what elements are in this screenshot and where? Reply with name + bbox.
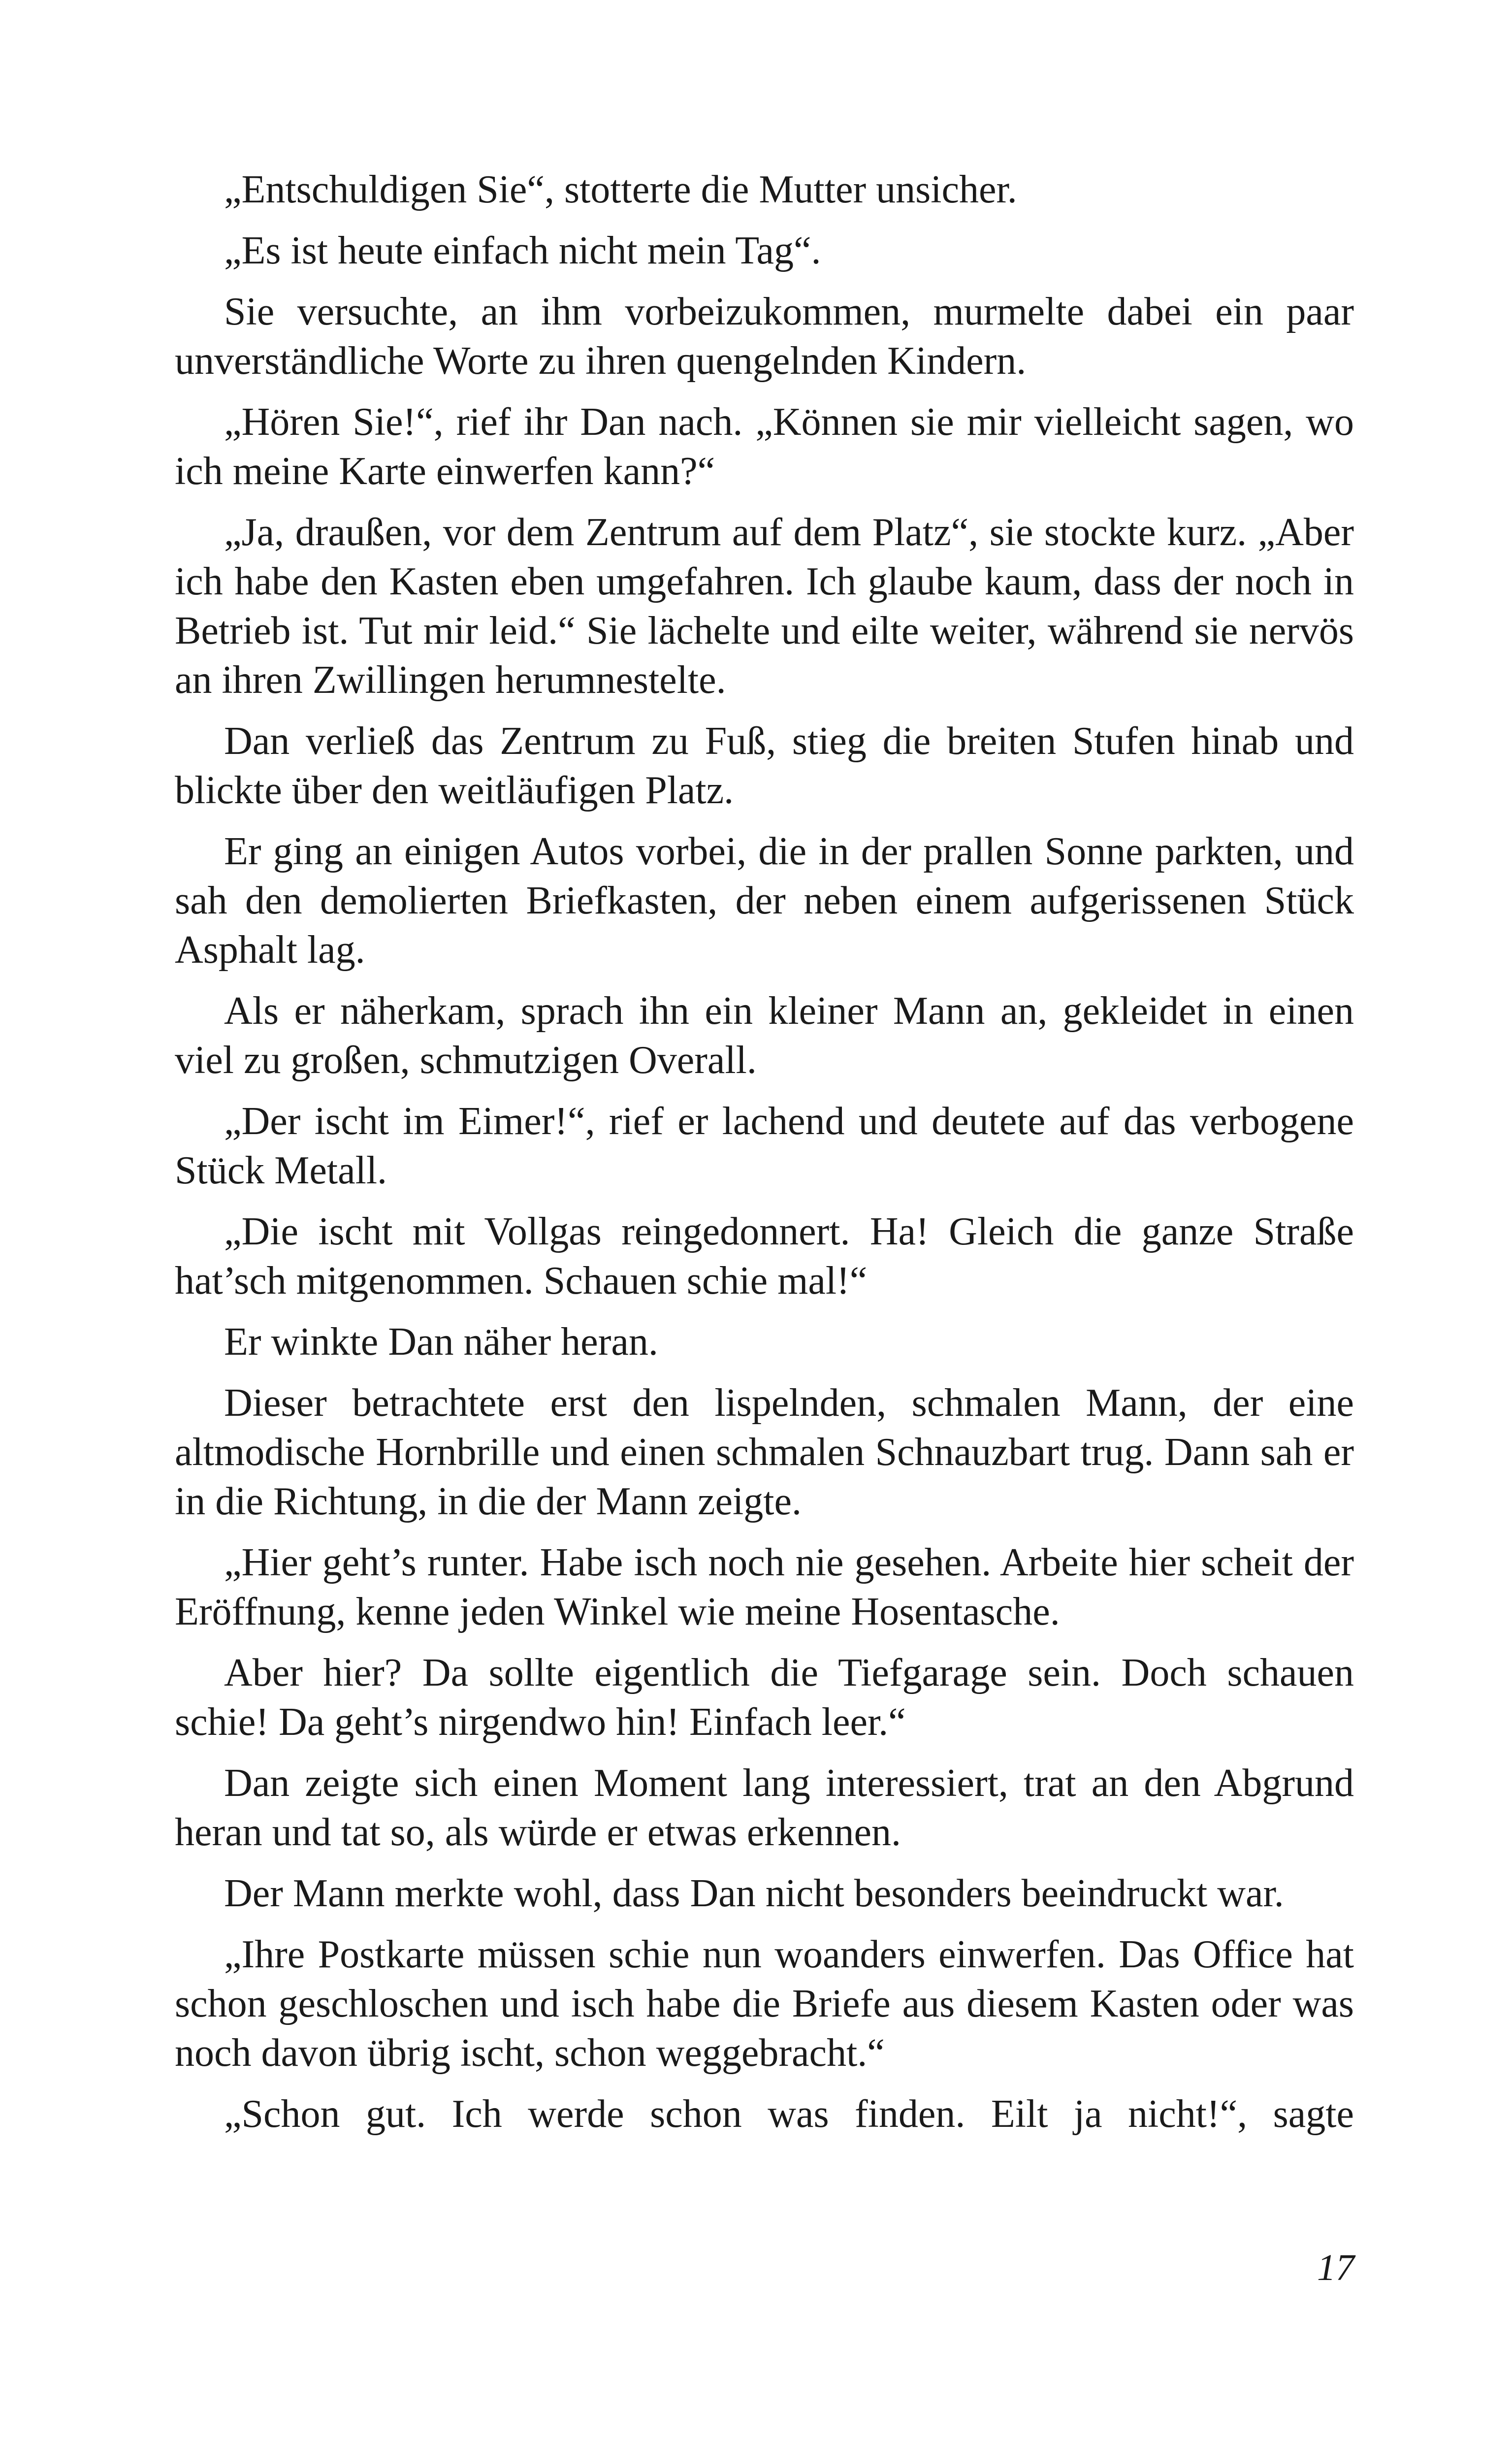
paragraph: „Entschuldigen Sie“, stotterte die Mutter unsicher. <box>224 168 1017 211</box>
paragraph: Aber hier? Da sollte eigentlich die Tiefgarage sein. Doch schauen schie! Da geht’s nirgendwo hin! Einfach leer.“ <box>175 1651 1354 1744</box>
paragraph: Sie versuchte, an ihm vorbeizukommen, murmelte dabei ein paar unverständliche Worte zu ihren quengelnden Kindern. <box>175 290 1354 383</box>
paragraph: Dieser betrachtete erst den lispelnden, schmalen Mann, der eine altmodische Hornbrille und einen schmalen Schnauzbart trug. Dann sah er in die Richtung, in die der Mann zeigte. <box>175 1381 1354 1523</box>
paragraph: „Hier geht’s runter. Habe isch noch nie gesehen. Arbeite hier scheit der Eröffnung, kenne jeden Winkel wie meine Hosentasche. <box>175 1541 1354 1633</box>
paragraph: Als er näherkam, sprach ihn ein kleiner Mann an, gekleidet in einen viel zu großen, schmutzigen Overall. <box>175 989 1354 1082</box>
paragraph: Dan verließ das Zentrum zu Fuß, stieg die breiten Stufen hinab und blickte über den weitläufigen Platz. <box>175 719 1354 812</box>
body-text <box>175 165 1354 2139</box>
paragraph: „Hören Sie!“, rief ihr Dan nach. „Können sie mir vielleicht sagen, wo ich meine Karte einwerfen kann?“ <box>175 400 1354 493</box>
paragraph: „Der ischt im Eimer!“, rief er lachend und deutete auf das verbogene Stück Metall. <box>175 1100 1354 1192</box>
paragraph: „Ja, draußen, vor dem Zentrum auf dem Platz“, sie stockte kurz. „Aber ich habe den Kasten eben umgefahren. Ich glaube kaum, dass der noch in Betrieb ist. Tut mir leid.“ Sie lächelte und eilte weiter, während sie nervös an ihren Zwillingen herumnestelte. <box>175 511 1354 702</box>
paragraph: Dan zeigte sich einen Moment lang interessiert, trat an den Abgrund heran und tat so, als würde er etwas erkennen. <box>175 1761 1354 1854</box>
paragraph: „Es ist heute einfach nicht mein Tag“. <box>224 229 821 272</box>
paragraph: Der Mann merkte wohl, dass Dan nicht besonders beeindruckt war. <box>224 1872 1284 1915</box>
page-number: 17 <box>1317 2247 1354 2288</box>
paragraph: Er winkte Dan näher heran. <box>224 1320 658 1364</box>
paragraph: „Ihre Postkarte müssen schie nun woanders einwerfen. Das Office hat schon geschloschen und isch habe die Briefe aus diesem Kasten oder was noch davon übrig ischt, schon weggebracht.“ <box>175 1933 1354 2075</box>
paragraph: Er ging an einigen Autos vorbei, die in der prallen Sonne parkten, und sah den demolierten Briefkasten, der neben einem aufgerissenen Stück Asphalt lag. <box>175 830 1354 972</box>
paragraph: „Schon gut. Ich werde schon was finden. Eilt ja nicht!“, sagte <box>224 2092 1354 2136</box>
paragraph: „Die ischt mit Vollgas reingedonnert. Ha! Gleich die ganze Straße hat’sch mitgenommen. Schauen schie mal!“ <box>175 1210 1354 1303</box>
